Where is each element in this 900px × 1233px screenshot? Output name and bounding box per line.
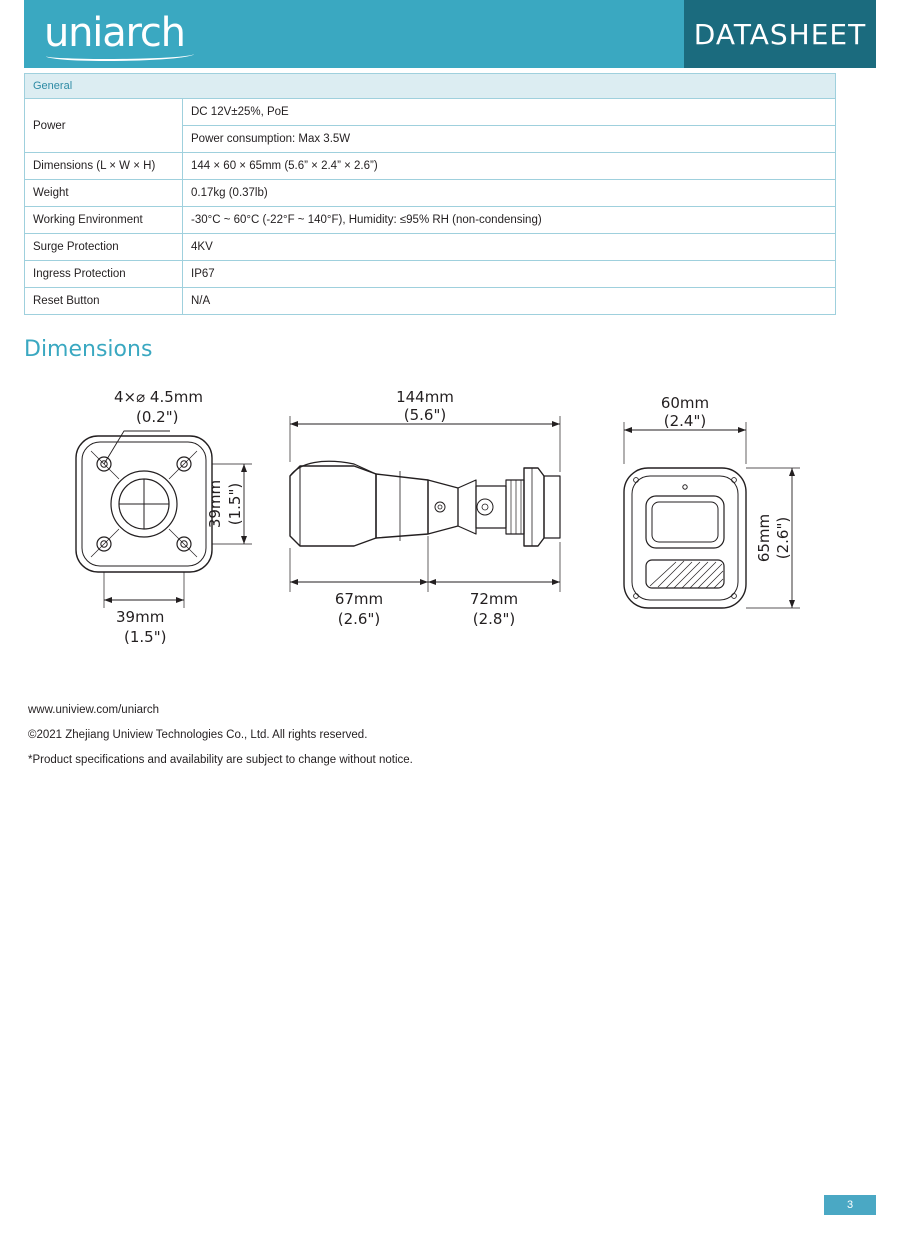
row-value: IP67	[183, 261, 836, 288]
footer-block	[28, 698, 900, 773]
table-section-header	[25, 74, 836, 99]
footer-disclaimer: *Product specifications and availability are subject to change without notice.	[28, 754, 413, 766]
table-row	[25, 288, 836, 315]
footer-copyright: ©2021 Zhejiang Uniview Technologies Co., Ltd. All rights reserved.	[28, 729, 368, 741]
page-number-badge: 3	[824, 1195, 876, 1215]
row-label: Weight	[25, 180, 183, 207]
back-view-drawing	[76, 388, 252, 646]
row-label: Reset Button	[25, 288, 183, 315]
logo-swoosh-icon	[46, 49, 194, 61]
table-row	[25, 207, 836, 234]
datasheet-badge: DATASHEET	[684, 0, 876, 68]
hole-label-line2: (0.2")	[136, 408, 179, 426]
back-height-label-1: 39mm	[206, 479, 224, 529]
dimensions-heading: Dimensions	[24, 337, 153, 362]
row-label: Working Environment	[25, 207, 183, 234]
back-height-label-2: (1.5")	[226, 482, 244, 526]
table-row	[25, 180, 836, 207]
side-total-label-1: 144mm	[396, 388, 454, 406]
dimension-drawings	[24, 376, 836, 646]
side-seg1-label-1: 67mm	[334, 590, 384, 608]
section-title: General	[25, 74, 836, 99]
logo-text: uniarch	[44, 10, 185, 56]
front-view-drawing	[624, 394, 800, 608]
row-label: Surge Protection	[25, 234, 183, 261]
page-header	[24, 0, 876, 68]
front-width-label-1: 60mm	[660, 394, 710, 412]
general-spec-table	[24, 73, 836, 315]
table-row	[25, 99, 836, 126]
row-label: Power	[25, 99, 183, 153]
uniarch-logo	[44, 11, 185, 55]
row-value: Power consumption: Max 3.5W	[183, 126, 836, 153]
table-row	[25, 153, 836, 180]
back-width-label-1: 39mm	[116, 608, 165, 626]
row-value: -30°C ~ 60°C (-22°F ~ 140°F), Humidity: ≤95% RH (non-condensing)	[183, 207, 836, 234]
front-height-label-2: (2.6")	[774, 516, 792, 560]
front-height-label-1: 65mm	[755, 513, 773, 563]
row-value: DC 12V±25%, PoE	[183, 99, 836, 126]
hole-label-line1: 4×⌀ 4.5mm	[114, 388, 203, 406]
row-label: Ingress Protection	[25, 261, 183, 288]
brand-banner	[24, 0, 684, 68]
front-width-label-2: (2.4")	[663, 412, 707, 430]
row-value: N/A	[183, 288, 836, 315]
table-row	[25, 261, 836, 288]
side-seg1-label-2: (2.6")	[337, 610, 381, 628]
drawings-svg	[24, 376, 836, 646]
side-seg2-label-1: 72mm	[469, 590, 519, 608]
row-value: 144 × 60 × 65mm (5.6” × 2.4” × 2.6”)	[183, 153, 836, 180]
footer-website: www.uniview.com/uniarch	[28, 704, 160, 716]
row-value: 0.17kg (0.37lb)	[183, 180, 836, 207]
table-row	[25, 234, 836, 261]
side-seg2-label-2: (2.8")	[472, 610, 516, 628]
row-value: 4KV	[183, 234, 836, 261]
side-total-label-2: (5.6")	[403, 406, 447, 424]
row-label: Dimensions (L × W × H)	[25, 153, 183, 180]
side-view-drawing	[290, 388, 560, 628]
back-width-label-2: (1.5")	[124, 628, 167, 646]
